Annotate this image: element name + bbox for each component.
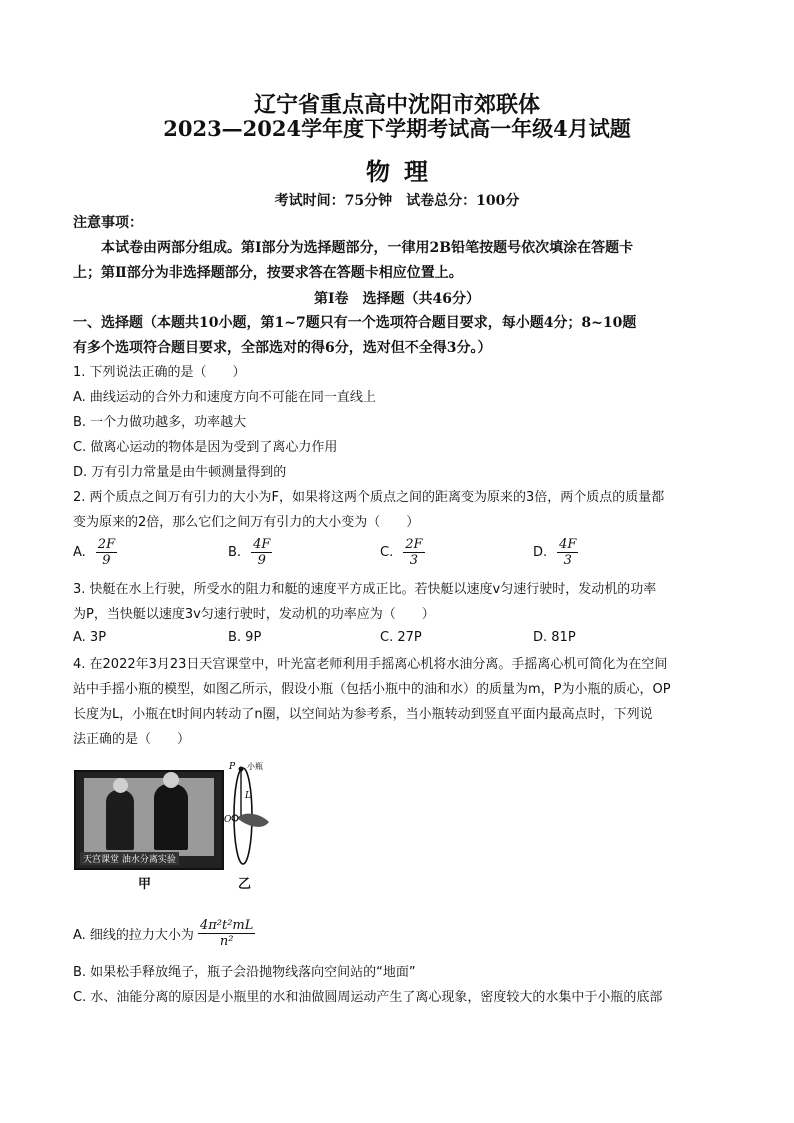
- section-instruction-1: 一、选择题（本题共10小题，第1~7题只有一个选项符合题目要求，每小题4分；8~10题: [73, 315, 637, 331]
- q4-stem-1: 4. 在2022年3月23日天宫课堂中，叶光富老师利用手摇离心机将水油分离。手摇离心机可简化为在空间: [73, 657, 668, 672]
- notice-heading: 注意事项：: [73, 215, 143, 231]
- fraction: $\frac{2F}{3}$: [405, 537, 423, 568]
- label-bottle: 小瓶: [247, 762, 263, 771]
- photo-caption: 天宫课堂 油水分离实验: [80, 852, 179, 865]
- section-title: 第Ⅰ卷 选择题（共46分）: [313, 291, 481, 307]
- q1-stem: 1. 下列说法正确的是（ ）: [73, 365, 246, 380]
- section-instruction-2: 有多个选项符合题目要求，全部选对的得6分，选对但不全得3分。）: [73, 340, 492, 356]
- q3-stem-1: 3. 快艇在水上行驶，所受水的阻力和艇的速度平方成正比。若快艇以速度v匀速行驶时，发动机的功率: [73, 582, 657, 597]
- q2-stem-1: 2. 两个质点之间万有引力的大小为F，如果将这两个质点之间的距离变为原来的3倍，两个质点的质量都: [73, 490, 665, 505]
- exam-total-score: 试卷总分：100分: [406, 193, 520, 209]
- q1-option-b: B. 一个力做功越多，功率越大: [73, 415, 247, 430]
- q4-option-a-text: A. 细线的拉力大小为: [73, 928, 194, 943]
- notice-text-2: 上；第Ⅱ部分为非选择题部分，按要求答在答题卡相应位置上。: [73, 265, 463, 281]
- q4-option-c: C. 水、油能分离的原因是小瓶里的水和油做圆周运动产生了离心现象，密度较大的水集中于小瓶的底部: [73, 990, 663, 1005]
- label-p: P: [229, 762, 236, 772]
- figure-label-jia: 甲: [138, 877, 152, 892]
- fraction: $\frac{4F}{3}$: [559, 537, 577, 568]
- q1-option-d: D. 万有引力常量是由牛顿测量得到的: [73, 465, 287, 480]
- q2-stem-2: 变为原来的2倍，那么它们之间万有引力的大小变为（ ）: [73, 515, 420, 530]
- q3-stem-2: 为P，当快艇以速度3v匀速行驶时，发动机的功率应为（ ）: [73, 607, 435, 622]
- q4-stem-3: 长度为L，小瓶在t时间内转动了n圈，以空间站为参考系，当小瓶转动到竖直平面内最高点时，下列说: [73, 707, 653, 722]
- q3-option-b: B. 9P: [228, 630, 262, 645]
- fraction: $\frac{2F}{9}$: [97, 537, 116, 568]
- q4-centrifuge-diagram: [223, 760, 273, 875]
- astronaut-head: [163, 772, 179, 788]
- label-o: O: [224, 815, 232, 825]
- q3-option-a: A. 3P: [73, 630, 107, 645]
- hand-shape: [237, 814, 269, 827]
- exam-subject: 物理: [366, 157, 442, 186]
- q4-photo-figure: [74, 770, 224, 870]
- astronaut-figure: [154, 784, 188, 850]
- q2-option-d: D. $\frac{4F}{3}$: [533, 537, 577, 568]
- exam-school-title: 辽宁省重点高中沈阳市郊联体: [253, 92, 540, 118]
- q1-option-c: C. 做离心运动的物体是因为受到了离心力作用: [73, 440, 338, 455]
- bottle-point: [239, 767, 244, 772]
- photo-scene: [84, 778, 214, 856]
- q3-option-d: D. 81P: [533, 630, 576, 645]
- figure-label-yi: 乙: [238, 877, 252, 892]
- q4-stem-2: 站中手摇小瓶的模型，如图乙所示，假设小瓶（包括小瓶中的油和水）的质量为m，P为小瓶的质心，OP: [73, 682, 671, 697]
- fraction: $\frac{\text{4π²t²mL}}{\text{n²}}$: [199, 918, 254, 949]
- q2-option-c: C. $\frac{2F}{3}$: [380, 537, 423, 568]
- q2-option-a: A. $\frac{2F}{9}$: [73, 537, 116, 568]
- exam-term-title: 2023—2024学年度下学期考试高一年级4月试题: [163, 116, 631, 141]
- astronaut-figure: [106, 790, 134, 850]
- fraction: $\frac{4F}{9}$: [253, 537, 271, 568]
- q2-option-b: B. $\frac{4F}{9}$: [228, 537, 271, 568]
- q3-option-c: C. 27P: [380, 630, 422, 645]
- q4-stem-4: 法正确的是（ ）: [73, 732, 191, 747]
- q4-option-b: B. 如果松手释放绳子，瓶子会沿抛物线落向空间站的“地面”: [73, 965, 416, 980]
- astronaut-head: [113, 778, 128, 793]
- q1-option-a: A. 曲线运动的合外力和速度方向不可能在同一直线上: [73, 390, 376, 405]
- exam-time: 考试时间：75分钟: [274, 193, 393, 209]
- exam-meta: [0, 190, 794, 210]
- notice-text-1: 本试卷由两部分组成。第Ⅰ部分为选择题部分，一律用2B铅笔按题号依次填涂在答题卡: [101, 240, 634, 256]
- label-l: L: [245, 791, 251, 801]
